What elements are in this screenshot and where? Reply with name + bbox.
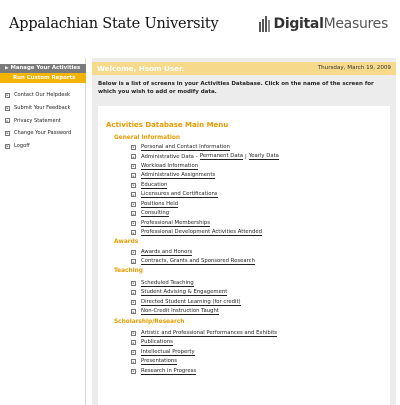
arrow-box-icon: ▸ [132, 221, 135, 225]
menu-item-publications[interactable]: ▸ Publications [132, 339, 173, 345]
logo-text: DigitalMeasures [273, 16, 388, 32]
arrow-box-icon: ▸ [6, 106, 9, 111]
arrow-box-icon: ▸ [6, 93, 9, 98]
menu-item-non-credit[interactable]: ▸ Non-Credit Instruction Taught [132, 308, 219, 314]
sidebar-link-privacy[interactable]: ▸ Privacy Statement [6, 117, 61, 124]
arrow-box-icon: ▸ [132, 154, 135, 159]
menu-item-prof-development[interactable]: ▸ Professional Development Activities Attended [132, 229, 262, 235]
sidebar-link-logoff[interactable]: ▸ Logoff [6, 143, 30, 150]
university-name: Appalachian State University [9, 16, 219, 32]
intro-text: Below is a list of screens in your Activities Database. Click on the name of the screen for which you wish to add or modify data. [98, 81, 374, 96]
sidebar-links [0, 89, 86, 152]
arrow-box-icon: ▸ [132, 145, 135, 149]
menu-item-student-advising[interactable]: ▸ Student Advising & Engagement [132, 289, 228, 295]
bars-logo-icon [259, 16, 271, 32]
welcome-message: Welcome, Hsom User. [97, 64, 185, 73]
link-permanent-data[interactable]: Permanent Data [199, 153, 243, 159]
nav-manage-activities[interactable]: ▶ Manage Your Activities [0, 64, 86, 73]
section-awards: Awards [114, 239, 139, 245]
arrow-box-icon: ▸ [132, 250, 135, 254]
main-menu-panel [98, 106, 390, 405]
arrow-box-icon: ▸ [132, 164, 135, 168]
arrow-box-icon: ▸ [132, 331, 135, 335]
arrow-box-icon: ▸ [6, 144, 9, 149]
arrow-box-icon: ▸ [132, 369, 135, 373]
menu-item-licensures[interactable]: ▸ Licensures and Certifications [132, 191, 218, 197]
digital-measures-logo [259, 14, 389, 34]
menu-title: Activities Database Main Menu [106, 121, 229, 129]
arrow-box-icon: ▸ [132, 340, 135, 345]
arrow-box-icon: ▸ [6, 131, 9, 136]
menu-item-scheduled-teaching[interactable]: ▸ Scheduled Teaching [132, 279, 194, 286]
menu-item-positions-held[interactable]: ▸ Positions Held [132, 200, 179, 207]
menu-item-artistic-performances[interactable]: ▸ Artistic and Professional Performances and Exhibits [132, 329, 278, 336]
arrow-box-icon: ▸ [132, 211, 135, 216]
arrow-box-icon: ▸ [132, 290, 135, 295]
triangle-right-icon: ▶ [5, 66, 9, 71]
arrow-box-icon: ▸ [132, 183, 135, 187]
menu-item-workload[interactable]: ▸ Workload Information [132, 162, 199, 169]
sidebar-link-password[interactable]: ▸ Change Your Password [6, 130, 72, 137]
arrow-box-icon: ▸ [132, 359, 135, 364]
arrow-box-icon: ▸ [132, 202, 135, 206]
menu-item-intellectual-property[interactable]: ▸ Intellectual Property [132, 348, 195, 355]
menu-item-administrative-data: ▸ Administrative Data - Permanent Data | Yearly Data [132, 153, 279, 160]
sidebar-link-helpdesk[interactable]: ▸ Contact Our Helpdesk [6, 92, 70, 99]
arrow-box-icon: ▸ [132, 192, 135, 197]
menu-item-personal-contact[interactable]: ▸ Personal and Contact Information [132, 143, 230, 150]
arrow-box-icon: ▸ [132, 281, 135, 285]
section-teaching: Teaching [114, 268, 143, 274]
header [0, 0, 400, 58]
arrow-box-icon: ▸ [6, 118, 9, 123]
arrow-box-icon: ▸ [132, 173, 135, 178]
menu-item-presentations[interactable]: ▸ Presentations [132, 358, 178, 364]
arrow-box-icon: ▸ [132, 300, 135, 304]
welcome-bar [92, 62, 396, 75]
arrow-box-icon: ▸ [132, 309, 135, 314]
sidebar-link-feedback[interactable]: ▸ Submit Your Feedback [6, 105, 71, 112]
arrow-box-icon: ▸ [132, 230, 135, 235]
menu-item-contracts-grants[interactable]: ▸ Contracts, Grants and Sponsored Research [132, 258, 255, 264]
current-date: Thursday, March 19, 2009 [317, 65, 391, 71]
sidebar [0, 58, 86, 405]
nav-run-custom-reports[interactable]: Run Custom Reports [0, 73, 86, 83]
link-yearly-data[interactable]: Yearly Data [248, 153, 279, 159]
menu-item-awards-honors[interactable]: ▸ Awards and Honors [132, 248, 193, 255]
arrow-box-icon: ▸ [132, 350, 135, 354]
main-content [92, 58, 396, 405]
menu-item-education[interactable]: ▸ Education [132, 181, 168, 188]
menu-item-admin-assignments[interactable]: ▸ Administrative Assignments [132, 172, 216, 178]
menu-item-memberships[interactable]: ▸ Professional Memberships [132, 219, 211, 226]
menu-item-research-in-progress[interactable]: ▸ Research in Progress [132, 367, 197, 374]
menu-item-directed-learning[interactable]: ▸ Directed Student Learning (for credit) [132, 298, 241, 305]
arrow-box-icon: ▸ [132, 259, 135, 264]
menu-item-consulting[interactable]: ▸ Consulting [132, 210, 170, 216]
section-scholarship-research: Scholarship/Research [114, 319, 185, 325]
section-general-information: General Information [114, 135, 180, 141]
